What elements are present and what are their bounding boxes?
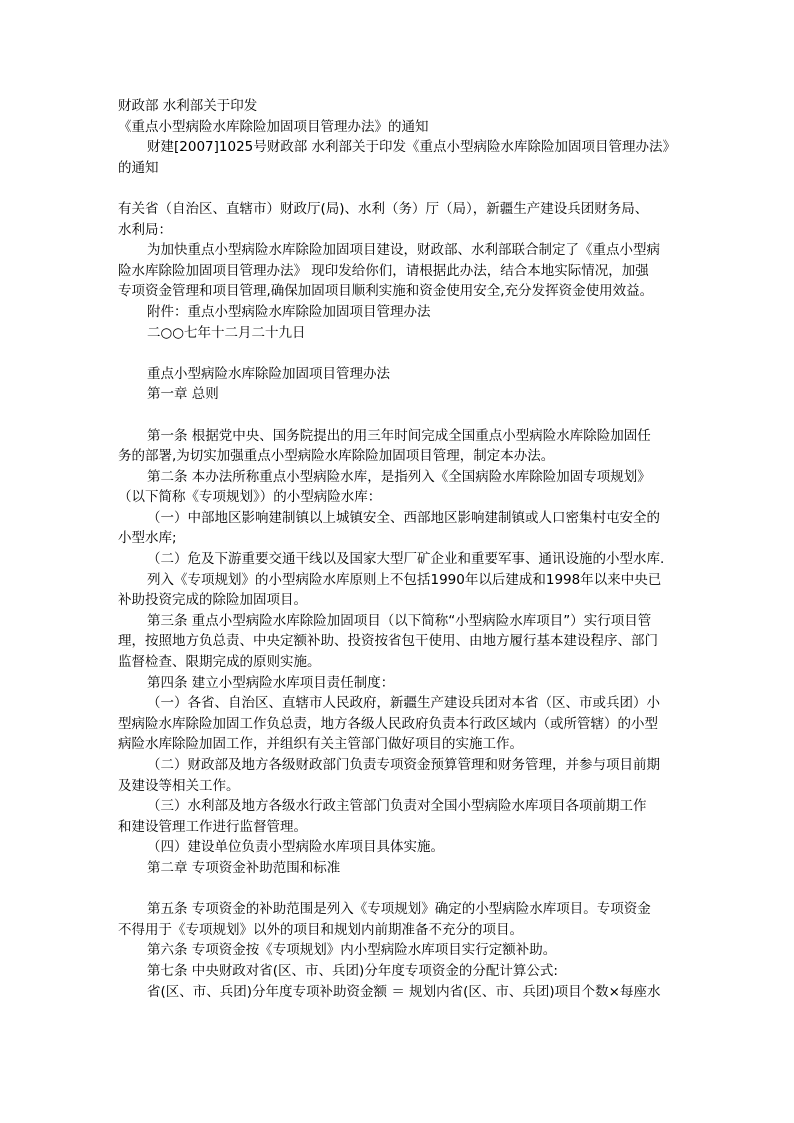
blank-line [118, 343, 686, 364]
text-line: 补助投资完成的除险加固项目。 [118, 592, 307, 609]
text-line: 型病险水库除险加固工作负总责，地方各级人民政府负责本行政区域内（或所管辖）的小型 [118, 715, 658, 732]
text-line: 及建设等相关工作。 [118, 777, 240, 794]
text-line: 第二条 本办法所称重点小型病险水库，是指列入《全国病险水库除险加固专项规划》 [147, 468, 651, 485]
text-line: 为加快重点小型病险水库除险加固项目建设，财政部、水利部联合制定了《重点小型病 [147, 242, 660, 259]
text-line: 第三条 重点小型病险水库除险加固项目（以下简称“小型病险水库项目”）实行项目管 [147, 612, 652, 629]
text-line: （三）水利部及地方各级水行政主管部门负责对全国小型病险水库项目各项前期工作 [147, 798, 647, 815]
text-line: 小型水库; [118, 530, 177, 547]
text-line: 的通知 [118, 159, 159, 176]
text-line: （以下简称《专项规划》）的小型病险水库： [118, 489, 382, 506]
text-line: 省(区、市、兵团)分年度专项补助资金额 ＝ 规划内省(区、市、兵团)项目个数×每座水 [147, 983, 661, 1000]
text-line: 财政部 水利部关于印发 [118, 98, 258, 114]
text-line: （一）各省、自治区、直辖市人民政府，新疆生产建设兵团对本省（区、市或兵团）小 [147, 695, 660, 712]
text-line: 务的部署,为切实加强重点小型病险水库除险加固项目管理，制定本办法。 [118, 448, 555, 465]
document-page [118, 96, 686, 1002]
text-line: 附件：重点小型病险水库除险加固项目管理办法 [147, 303, 431, 320]
text-line: 第一条 根据党中央、国务院提出的用三年时间完成全国重点小型病险水库除险加固任 [147, 427, 651, 444]
blank-line [118, 178, 686, 199]
blank-line [118, 405, 686, 426]
text-line: 财建[2007]1025号财政部 水利部关于印发《重点小型病险水库除险加固项目管理办法》 [147, 139, 677, 156]
text-line: 险水库除险加固项目管理办法》 现印发给你们，请根据此办法，结合本地实际情况，加强 [118, 262, 649, 279]
text-line: （二）危及下游重要交通干线以及国家大型厂矿企业和重要军事、通讯设施的小型水库. [147, 551, 665, 568]
text-line: 水利局： [118, 221, 172, 238]
text-line: 《重点小型病险水库除险加固项目管理办法》的通知 [118, 118, 429, 135]
text-line: （二）财政部及地方各级财政部门负责专项资金预算管理和财务管理，并参与项目前期 [147, 757, 660, 773]
text-line: 第六条 专项资金按《专项规划》内小型病险水库项目实行定额补助。 [147, 942, 557, 959]
text-line: 有关省（自治区、直辖市）财政厅(局)、水利（务）厅（局），新疆生产建设兵团财务局、 [118, 200, 649, 217]
text-line: 不得用于《专项规划》以外的项目和规划内前期准备不充分的项目。 [118, 921, 523, 938]
text-line: 第四条 建立小型病险水库项目责任制度： [147, 674, 395, 691]
text-line: 理，按照地方负总责、中央定额补助、投资按省包干使用、由地方履行基本建设程序、部门 [118, 633, 658, 650]
text-line: 第七条 中央财政对省(区、市、兵团)分年度专项资金的分配计算公式: [147, 962, 558, 979]
text-line: 第二章 专项资金补助范围和标准 [147, 859, 341, 876]
text-line: 专项资金管理和项目管理,确保加固项目顺利实施和资金使用安全,充分发挥资金使用效益。 [118, 283, 654, 300]
text-line: 第一章 总则 [147, 386, 219, 403]
text-line: 列入《专项规划》的小型病险水库原则上不包括1990年以后建成和1998年以来中央已 [147, 571, 662, 588]
text-line: 重点小型病险水库除险加固项目管理办法 [147, 365, 390, 382]
text-line: （四）建设单位负责小型病险水库项目具体实施。 [147, 839, 444, 856]
text-line: 和建设管理工作进行监督管理。 [118, 818, 307, 835]
text-line: 病险水库除险加固工作，并组织有关主管部门做好项目的实施工作。 [118, 736, 523, 753]
blank-line [118, 879, 686, 900]
text-line: 二○○七年十二月二十九日 [147, 324, 306, 341]
text-line: （一）中部地区影响建制镇以上城镇安全、西部地区影响建制镇或人口密集村屯安全的 [147, 509, 660, 526]
text-line: 监督检查、限期完成的原则实施。 [118, 654, 321, 671]
text-line: 第五条 专项资金的补助范围是列入《专项规划》确定的小型病险水库项目。专项资金 [147, 901, 651, 918]
